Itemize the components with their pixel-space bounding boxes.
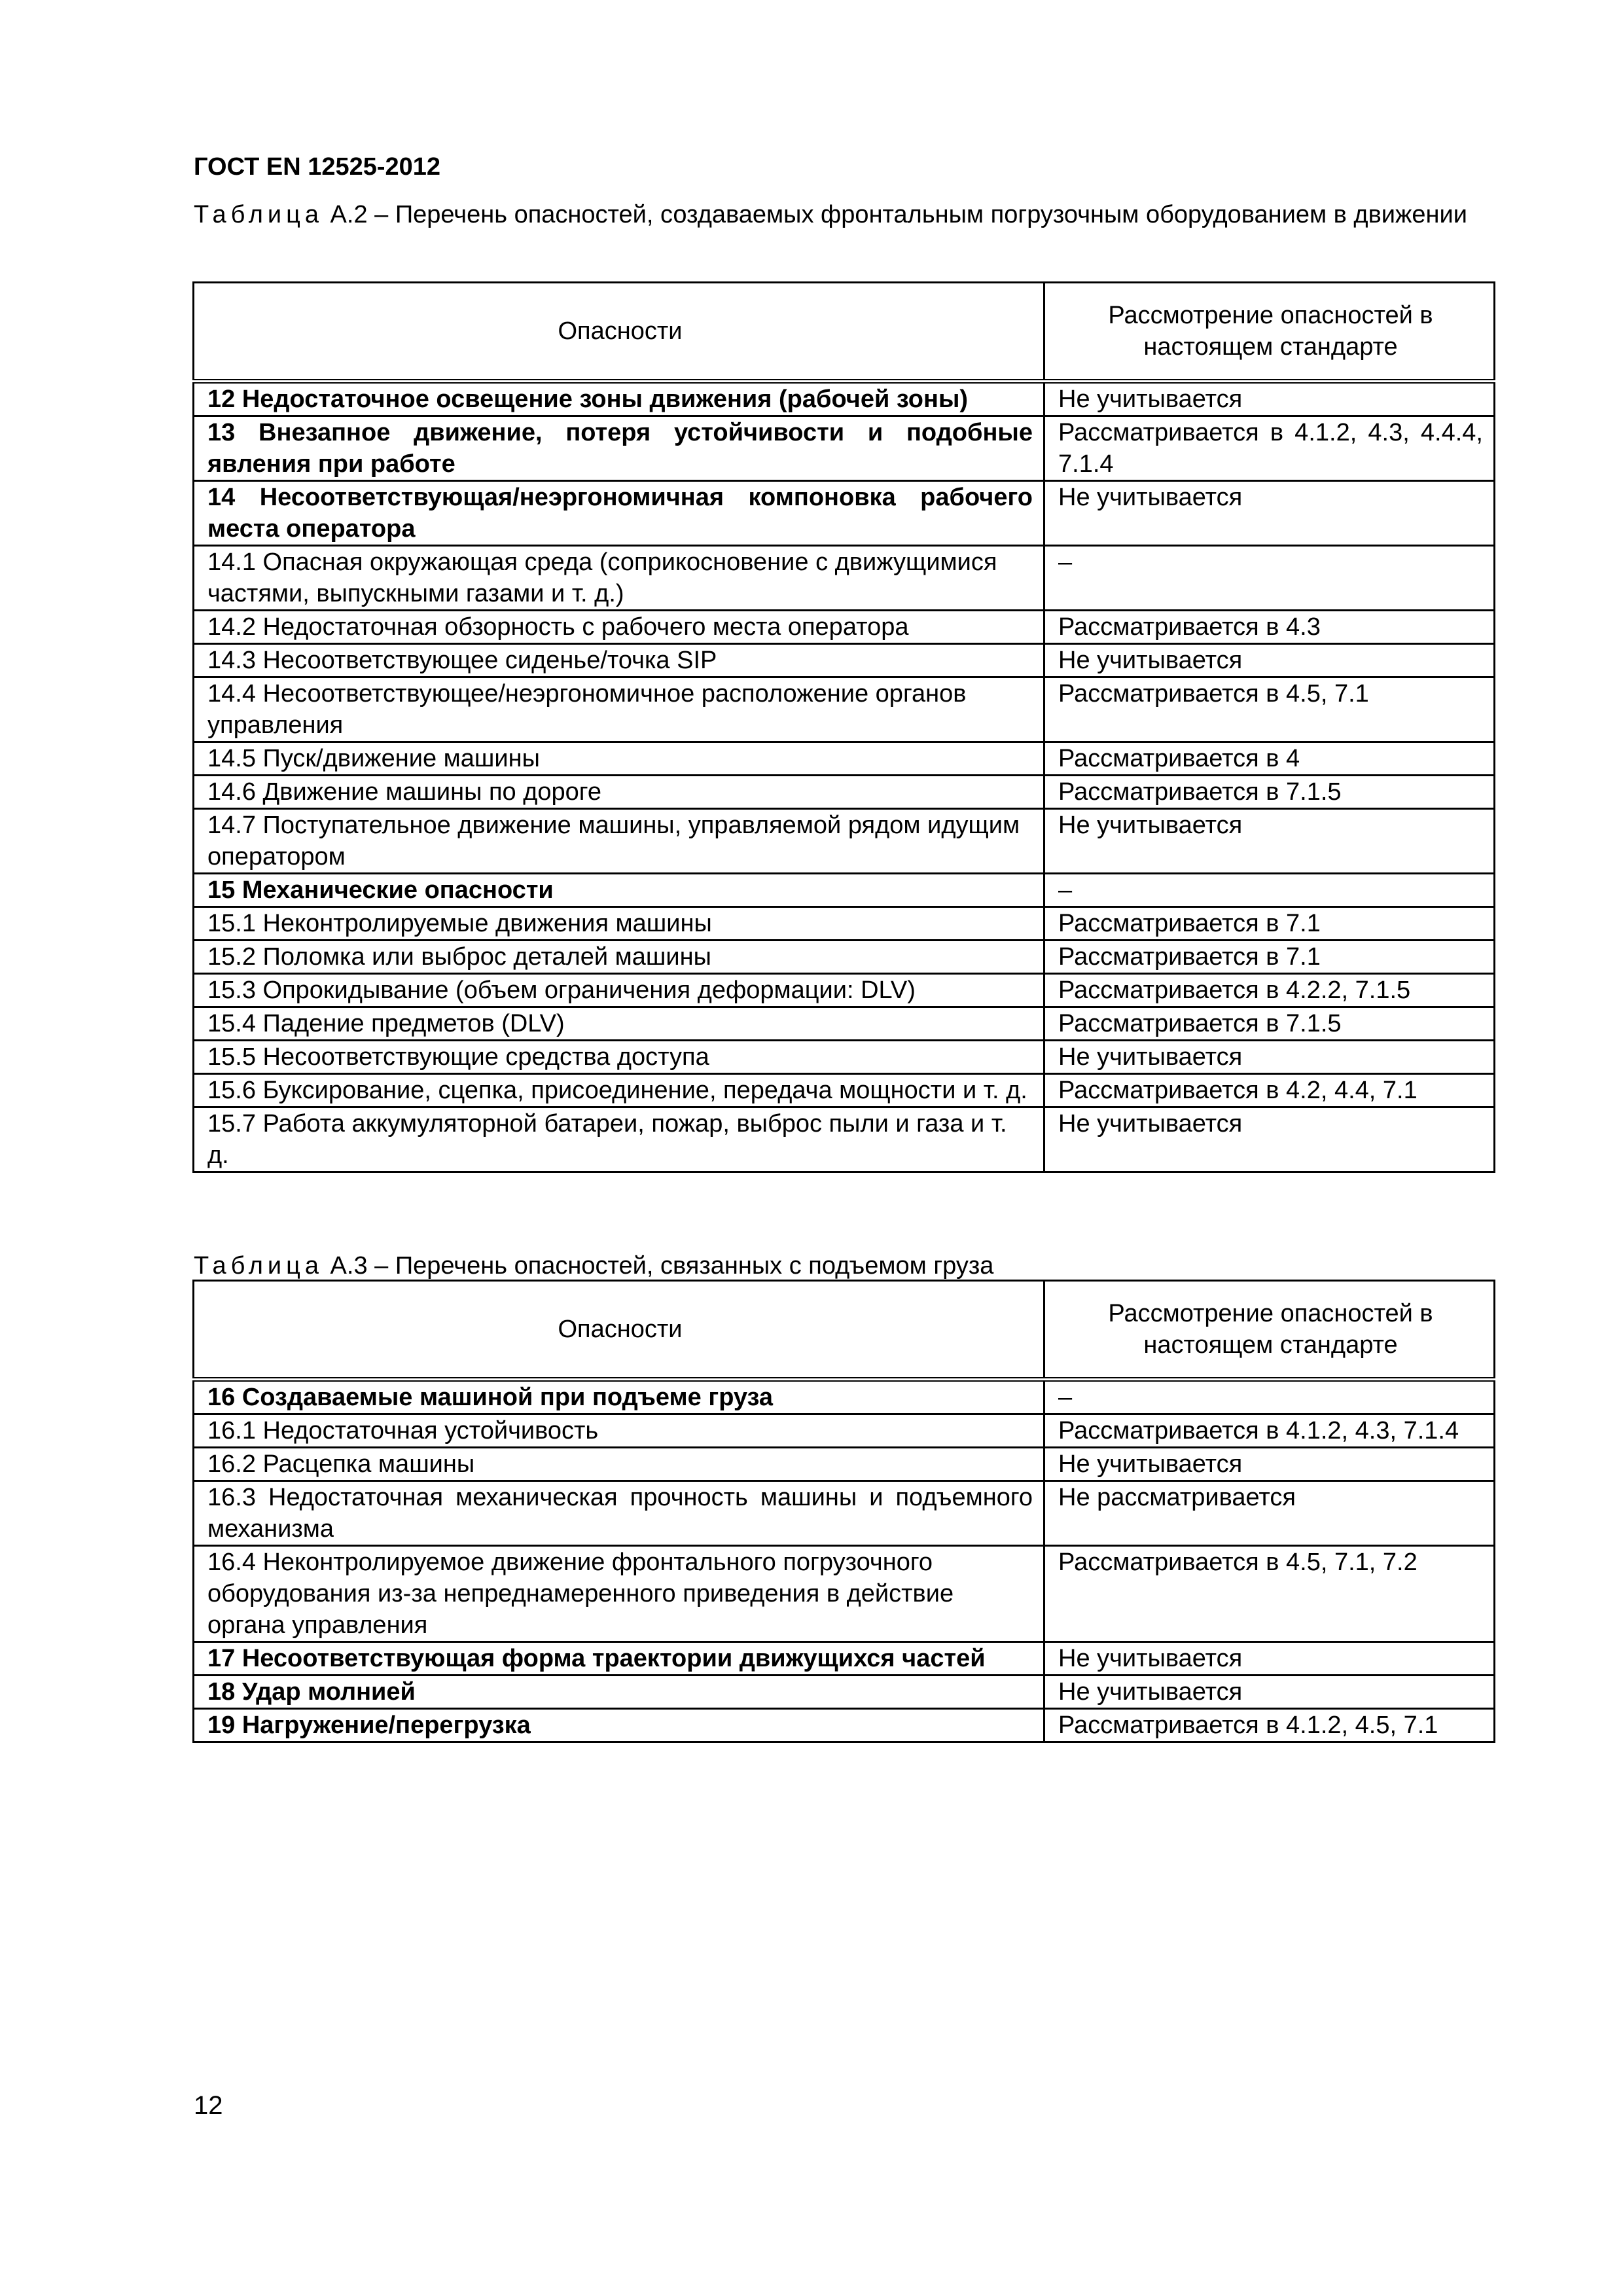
consideration-cell: Рассматривается в 4.2.2, 7.1.5 [1044,974,1495,1007]
table-header-row [194,283,1495,382]
consideration-cell: Рассматривается в 4.5, 7.1 [1044,677,1495,742]
hazard-cell: 16.4 Неконтролируемое движение фронтального погрузочного оборудования из-за непреднамеренного приведения в действие органа управления [194,1546,1044,1642]
table-row [194,1074,1495,1107]
consideration-cell: Рассматривается в 4.2, 4.4, 7.1 [1044,1074,1495,1107]
table-row [194,974,1495,1007]
consideration-cell: Не рассматривается [1044,1481,1495,1546]
hazard-cell: 16 Создаваемые машиной при подъеме груза [194,1380,1044,1414]
table-row [194,1107,1495,1172]
hazard-cell: 13 Внезапное движение, потеря устойчивости и подобные явления при работе [194,416,1044,481]
consideration-cell: – [1044,874,1495,907]
table-row [194,481,1495,546]
table-row [194,776,1495,809]
page-number: 12 [194,2091,223,2120]
caption-lead: Таблица [194,201,323,228]
hazard-cell: 15.5 Несоответствующие средства доступа [194,1041,1044,1074]
consideration-cell: – [1044,1380,1495,1414]
consideration-cell: Не учитывается [1044,1642,1495,1676]
consideration-cell: Не учитывается [1044,644,1495,677]
table-row [194,1481,1495,1546]
table-row [194,677,1495,742]
table-a3-caption [194,1249,1492,1283]
table-a2 [192,281,1495,1173]
table-header-row [194,1281,1495,1380]
table-a3 [192,1280,1495,1743]
table-row [194,1380,1495,1414]
hazard-cell: 17 Несоответствующая форма траектории движущихся частей [194,1642,1044,1676]
table-row [194,1041,1495,1074]
table-row [194,546,1495,611]
table-row [194,941,1495,974]
table-a2-caption [194,198,1492,232]
hazard-cell: 15.7 Работа аккумуляторной батареи, пожар, выброс пыли и газа и т. д. [194,1107,1044,1172]
hazard-cell: 14.5 Пуск/движение машины [194,742,1044,776]
hazard-cell: 18 Удар молнией [194,1676,1044,1709]
caption-lead: Таблица [194,1252,323,1280]
table-row [194,382,1495,416]
consideration-cell: Рассматривается в 4.1.2, 4.3, 4.4.4, 7.1.4 [1044,416,1495,481]
consideration-cell: Не учитывается [1044,1041,1495,1074]
document-code: ГОСТ EN 12525-2012 [194,153,441,181]
hazard-cell: 15.6 Буксирование, сцепка, присоединение, передача мощности и т. д. [194,1074,1044,1107]
table-row [194,1007,1495,1041]
consideration-cell: Не учитывается [1044,1448,1495,1481]
table-row [194,1709,1495,1742]
hazard-cell: 15 Механические опасности [194,874,1044,907]
table-row [194,1642,1495,1676]
caption-text: А.3 – Перечень опасностей, связанных с подъемом груза [323,1252,994,1280]
hazard-cell: 16.2 Расцепка машины [194,1448,1044,1481]
consideration-cell: – [1044,546,1495,611]
column-header-hazards: Опасности [194,1281,1044,1380]
hazard-cell: 15.3 Опрокидывание (объем ограничения деформации: DLV) [194,974,1044,1007]
consideration-cell: Рассматривается в 7.1.5 [1044,1007,1495,1041]
hazard-cell: 14.2 Недостаточная обзорность с рабочего места оператора [194,611,1044,644]
consideration-cell: Рассматривается в 4.3 [1044,611,1495,644]
consideration-cell: Не учитывается [1044,1107,1495,1172]
table-row [194,809,1495,874]
consideration-cell: Рассматривается в 7.1.5 [1044,776,1495,809]
consideration-cell: Не учитывается [1044,809,1495,874]
table-row [194,874,1495,907]
table-row [194,1546,1495,1642]
hazard-cell: 16.3 Недостаточная механическая прочность машины и подъемного механизма [194,1481,1044,1546]
hazard-cell: 15.2 Поломка или выброс деталей машины [194,941,1044,974]
consideration-cell: Рассматривается в 7.1 [1044,941,1495,974]
table-row [194,1414,1495,1448]
hazard-cell: 15.4 Падение предметов (DLV) [194,1007,1044,1041]
table-row [194,1676,1495,1709]
hazard-cell: 14.4 Несоответствующее/неэргономичное расположение органов управления [194,677,1044,742]
table-row [194,644,1495,677]
table-row [194,742,1495,776]
hazard-cell: 14 Несоответствующая/неэргономичная компоновка рабочего места оператора [194,481,1044,546]
hazard-cell: 14.1 Опасная окружающая среда (соприкосновение с движущимися частями, выпускными газами и т. д.) [194,546,1044,611]
hazard-cell: 14.6 Движение машины по дороге [194,776,1044,809]
hazard-cell: 16.1 Недостаточная устойчивость [194,1414,1044,1448]
hazard-cell: 12 Недостаточное освещение зоны движения (рабочей зоны) [194,382,1044,416]
consideration-cell: Рассматривается в 4 [1044,742,1495,776]
consideration-cell: Рассматривается в 7.1 [1044,907,1495,941]
table-row [194,416,1495,481]
hazard-cell: 14.3 Несоответствующее сиденье/точка SIP [194,644,1044,677]
consideration-cell: Рассматривается в 4.1.2, 4.3, 7.1.4 [1044,1414,1495,1448]
column-header-hazards: Опасности [194,283,1044,382]
table-row [194,611,1495,644]
caption-text: А.2 – Перечень опасностей, создаваемых фронтальным погрузочным оборудованием в движении [323,201,1467,228]
hazard-cell: 14.7 Поступательное движение машины, управляемой рядом идущим оператором [194,809,1044,874]
consideration-cell: Рассматривается в 4.5, 7.1, 7.2 [1044,1546,1495,1642]
column-header-consideration: Рассмотрение опасностей в настоящем стандарте [1044,283,1495,382]
consideration-cell: Не учитывается [1044,382,1495,416]
table-row [194,1448,1495,1481]
hazard-cell: 15.1 Неконтролируемые движения машины [194,907,1044,941]
hazard-cell: 19 Нагружение/перегрузка [194,1709,1044,1742]
table-row [194,907,1495,941]
consideration-cell: Не учитывается [1044,481,1495,546]
consideration-cell: Рассматривается в 4.1.2, 4.5, 7.1 [1044,1709,1495,1742]
column-header-consideration: Рассмотрение опасностей в настоящем стандарте [1044,1281,1495,1380]
consideration-cell: Не учитывается [1044,1676,1495,1709]
